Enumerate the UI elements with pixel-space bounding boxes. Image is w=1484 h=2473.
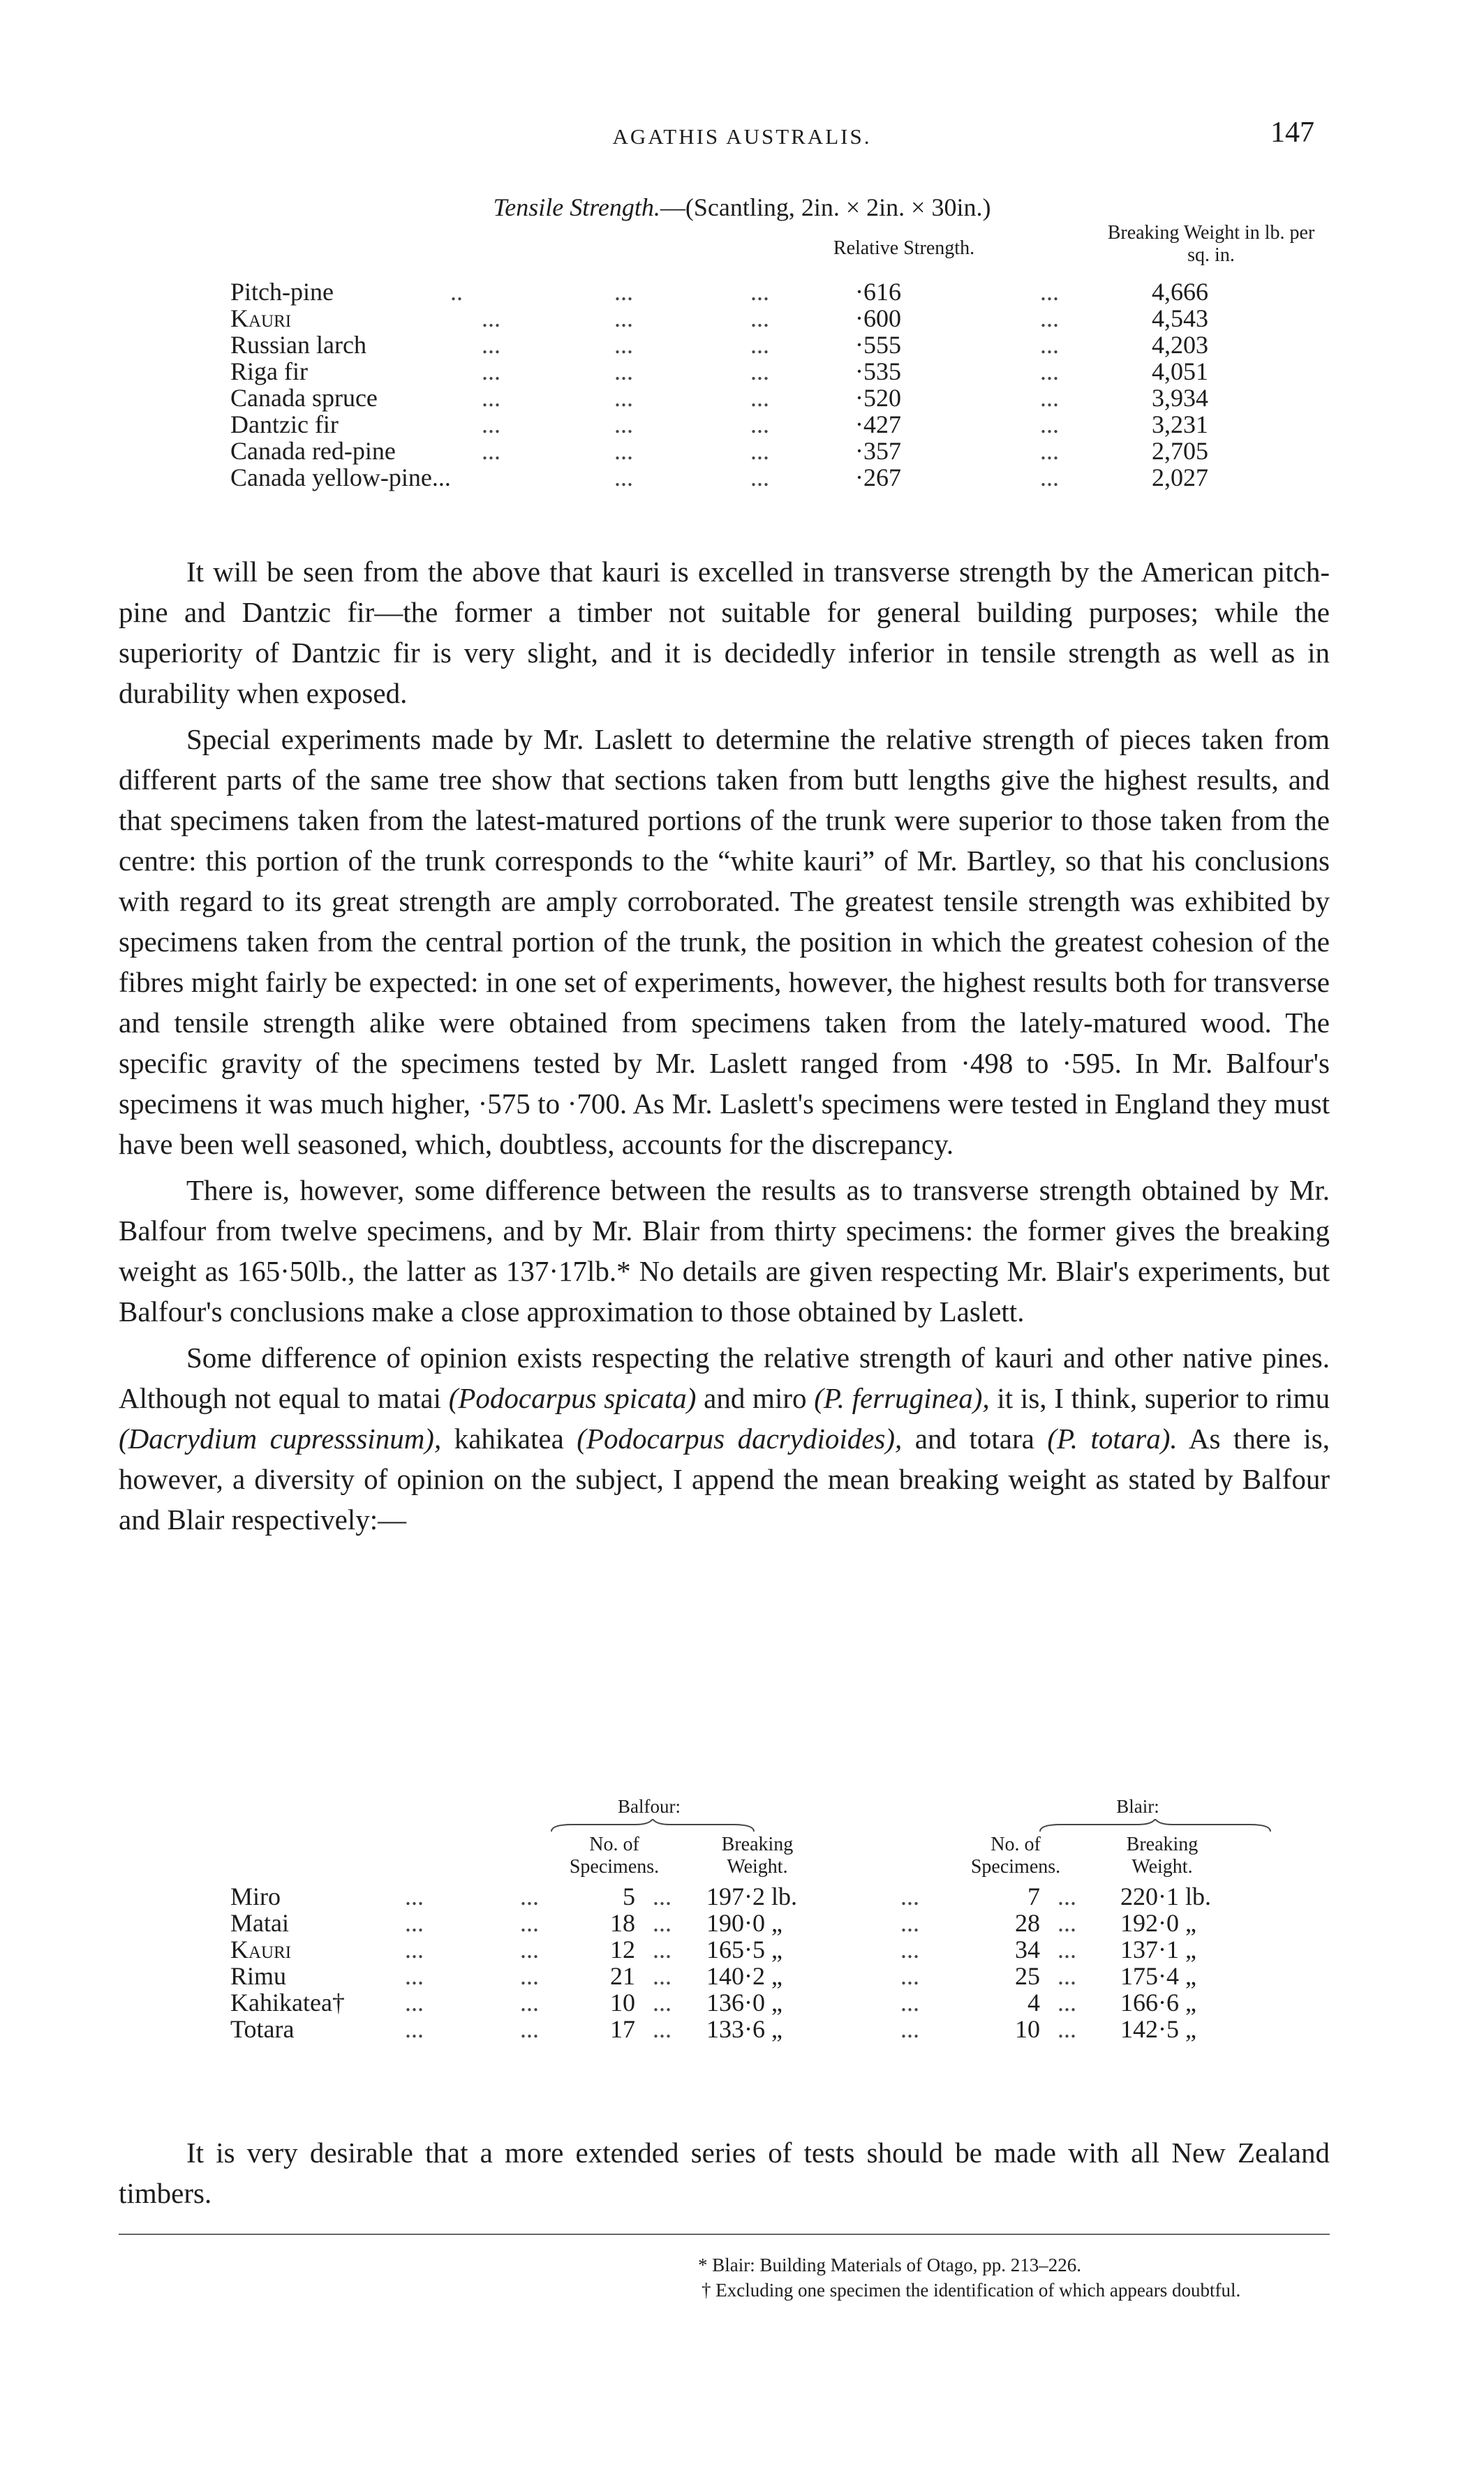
leader-dots: ... [482,304,500,332]
blair-breaking: 137·1 „ [1120,1936,1196,1963]
paragraph-2: Special experiments made by Mr. Laslett to determine the relative strength of pieces taken from different parts of the same tree show that sections taken from butt lengths give the highest results, and that specimens taken from the latest-matured portions of the trunk were superior to those taken from the centre: this portion of the trunk corresponds to the “white kauri” of Mr. Bartley, so that his conclusions with regard to its great strength are amply corroborated. The greatest tensile strength was exhibited by specimens taken from the central portion of the trunk, the position in which the greatest cohesion of the fibres might fairly be expected: in one set of experiments, however, the highest results both for transverse and tensile strength alike were obtained from specimens taken from the lately-matured wood. The specific gravity of the specimens tested by Mr. Laslett ranged from ·498 to ·595. In Mr. Balfour's specimens it was much higher, ·575 to ·700. As Mr. Laslett's specimens were tested in England they must have been well seasoned, which, doubtless, accounts for the discrepancy. [119,723,1330,1160]
tensile-breaking-value: 3,231 [1152,410,1208,438]
comparison-row-name: Kahikatea† [230,1989,345,2017]
tensile-breaking-value: 2,027 [1152,463,1208,491]
leader-dots: ... [614,278,633,306]
tensile-row-name: Russian larch [230,331,366,359]
tensile-row-name: Pitch-pine [230,278,334,306]
p4-species: (Podocarpus spicata) [448,1382,697,1414]
p4-part: it is, I think, superior to rimu [997,1382,1330,1414]
leader-dots: ... [750,463,769,491]
tensile-breaking-value: 4,203 [1152,331,1208,359]
leader-dots: ... [614,304,633,332]
leader-dots: ... [750,384,769,412]
leader-dots: ... [614,384,633,412]
paragraph-1: It will be seen from the above that kauri is excelled in transverse strength by the American pitch-pine and Dantzic fir—the former a timber not suitable for general building purposes; while the superiority of Dantzic fir is very slight, and it is decidedly inferior in tensile strength as well as in durability when exposed. [119,556,1330,709]
comparison-row-name: Totara [230,2015,295,2043]
leader-dots: ... [750,437,769,465]
tensile-row-name: Dantzic fir [230,410,339,438]
leader-dots: ... [653,2015,671,2043]
col-relative-strength: Relative Strength. [833,237,975,259]
leader-dots: ... [1058,1989,1076,2017]
balfour-breaking: 190·0 „ [706,1909,782,1937]
tensile-row-name: Canada red-pine [230,437,396,465]
balfour-breaking: 140·2 „ [706,1962,782,1990]
leader-dots: ... [1058,1962,1076,1990]
leader-dots: ... [900,1936,919,1963]
footnote-star: * Blair: Building Materials of Otago, pp. 213–226. [698,2255,1081,2275]
leader-dots: ... [482,331,500,359]
tensile-relative-value: ·616 [855,278,901,306]
leader-dots: ... [653,1962,671,1990]
leader-dots: ... [614,463,633,491]
blair-col-specimens: No. of Specimens. [970,1834,1061,1878]
blair-breaking: 175·4 „ [1120,1962,1196,1990]
blair-specimens: 28 [1015,1909,1040,1937]
leader-dots: ... [653,1936,671,1963]
leader-dots: ... [405,1936,424,1963]
balfour-breaking: 197·2 lb. [706,1882,797,1910]
leader-dots: ... [614,437,633,465]
leader-dots: ... [1058,1936,1076,1963]
leader-dots: ... [405,1962,424,1990]
balfour-specimens: 5 [623,1882,635,1910]
leader-dots: ... [482,410,500,438]
leader-dots: ... [750,410,769,438]
blair-specimens: 25 [1015,1962,1040,1990]
leader-dots: ... [1040,278,1059,306]
leader-dots: ... [1058,1882,1076,1910]
leader-dots: .. [450,278,463,306]
blair-breaking: 220·1 lb. [1120,1882,1211,1910]
leader-dots: ... [1040,357,1059,385]
blair-breaking: 142·5 „ [1120,2015,1196,2043]
p4-part: Some difference of opinion exists respecting the relative strength of kauri and other native pines. Although not equal to matai [119,1342,1330,1414]
tensile-breaking-value: 4,543 [1152,304,1208,332]
leader-dots: ... [405,1882,424,1910]
running-title: AGATHIS AUSTRALIS. [612,124,872,149]
leader-dots: ... [482,384,500,412]
balfour-specimens: 18 [610,1909,635,1937]
paragraph-4 [119,1337,1330,1540]
leader-dots: ... [750,304,769,332]
tensile-row-name: Canada yellow-pine... [230,463,451,491]
tensile-relative-value: ·555 [855,331,901,359]
leader-dots: ... [1040,410,1059,438]
leader-dots: ... [653,1909,671,1937]
paragraph-5: It is very desirable that a more extended series of tests should be made with all New Zealand timbers. [119,2137,1330,2209]
balfour-specimens: 12 [610,1936,635,1963]
tensile-breaking-value: 3,934 [1152,384,1208,412]
leader-dots: ... [1040,437,1059,465]
balfour-specimens: 17 [610,2015,635,2043]
blair-specimens: 10 [1015,2015,1040,2043]
blair-breaking: 192·0 „ [1120,1909,1196,1937]
tensile-title-rest: —(Scantling, 2in. × 2in. × 30in.) [660,193,991,221]
p4-species: (P. ferruginea), [814,1382,990,1414]
leader-dots: ... [482,437,500,465]
leader-dots: ... [1058,1909,1076,1937]
p4-part: kahikatea [454,1423,564,1455]
p4-part: and totara [914,1423,1034,1455]
leader-dots: ... [482,357,500,385]
blair-col-breaking: Breaking Weight. [1126,1834,1199,1878]
tensile-table-title [0,193,1484,222]
leader-dots: ... [520,1882,539,1910]
body-text [119,551,1330,1540]
leader-dots: ... [520,2015,539,2043]
blair-specimens: 7 [1027,1882,1040,1910]
leader-dots: ... [1040,463,1059,491]
tensile-relative-value: ·267 [855,463,901,491]
leader-dots: ... [900,1882,919,1910]
leader-dots: ... [1040,331,1059,359]
tensile-breaking-value: 4,051 [1152,357,1208,385]
balfour-specimens: 10 [610,1989,635,2017]
comparison-row-name: Kauri [230,1936,292,1963]
leader-dots: ... [900,1909,919,1937]
p4-species: (Dacrydium cupresssinum), [119,1423,442,1455]
tensile-row-name: Kauri [230,304,292,332]
leader-dots: ... [653,1989,671,2017]
p4-part: and miro [704,1382,807,1414]
blair-specimens: 34 [1015,1936,1040,1963]
p4-species: (Podocarpus dacrydioides), [577,1423,903,1455]
blair-specimens: 4 [1027,1989,1040,2017]
leader-dots: ... [614,357,633,385]
leader-dots: ... [520,1962,539,1990]
balfour-specimens: 21 [610,1962,635,1990]
blair-breaking: 166·6 „ [1120,1989,1196,2017]
closing-text [119,2132,1330,2213]
balfour-col-specimens: No. of Specimens. [569,1834,660,1878]
leader-dots: ... [750,278,769,306]
tensile-relative-value: ·600 [855,304,901,332]
comparison-row-name: Matai [230,1909,289,1937]
balfour-breaking: 165·5 „ [706,1936,782,1963]
leader-dots: ... [614,331,633,359]
col-breaking-weight: Breaking Weight in lb. per sq. in. [1107,222,1315,266]
leader-dots: ... [1040,304,1059,332]
footnote-dagger: † Excluding one specimen the identification of which appears doubtful. [702,2280,1241,2301]
leader-dots: ... [1040,384,1059,412]
leader-dots: ... [900,1962,919,1990]
leader-dots: ... [1058,2015,1076,2043]
leader-dots: ... [900,2015,919,2043]
leader-dots: ... [653,1882,671,1910]
leader-dots: ... [900,1989,919,2017]
tensile-relative-value: ·535 [855,357,901,385]
tensile-row-name: Riga fir [230,357,308,385]
balfour-breaking: 133·6 „ [706,2015,782,2043]
leader-dots: ... [750,357,769,385]
tensile-breaking-value: 4,666 [1152,278,1208,306]
balfour-col-breaking: Breaking Weight. [721,1834,794,1878]
tensile-relative-value: ·520 [855,384,901,412]
page-number: 147 [1270,117,1314,149]
tensile-relative-value: ·427 [855,410,901,438]
leader-dots: ... [520,1909,539,1937]
balfour-breaking: 136·0 „ [706,1989,782,2017]
p4-part: As there is, however, a diversity of opinion on the subject, I append the mean breaking weight as stated by Balfour and Blair respectively:— [119,1423,1330,1536]
leader-dots: ... [520,1989,539,2017]
leader-dots: ... [405,1989,424,2017]
group-balfour: Balfour: [618,1796,681,1817]
leader-dots: ... [405,2015,424,2043]
tensile-breaking-value: 2,705 [1152,437,1208,465]
comparison-row-name: Miro [230,1882,281,1910]
leader-dots: ... [405,1909,424,1937]
paragraph-3: There is, however, some difference between the results as to transverse strength obtained by Mr. Balfour from twelve specimens, and by Mr. Blair from thirty specimens: the former gives the breaking weight as 165·50lb., the latter as 137·17lb.* No details are given respecting Mr. Blair's experiments, but Balfour's conclusions make a close approximation to those obtained by Laslett. [119,1174,1330,1328]
tensile-title-italic: Tensile Strength. [493,193,660,221]
footnote-rule [119,2234,1330,2235]
tensile-row-name: Canada spruce [230,384,378,412]
group-blair: Blair: [1116,1796,1159,1817]
leader-dots: ... [750,331,769,359]
comparison-row-name: Rimu [230,1962,287,1990]
tensile-relative-value: ·357 [855,437,901,465]
leader-dots: ... [614,410,633,438]
p4-species: (P. totara). [1047,1423,1178,1455]
leader-dots: ... [520,1936,539,1963]
